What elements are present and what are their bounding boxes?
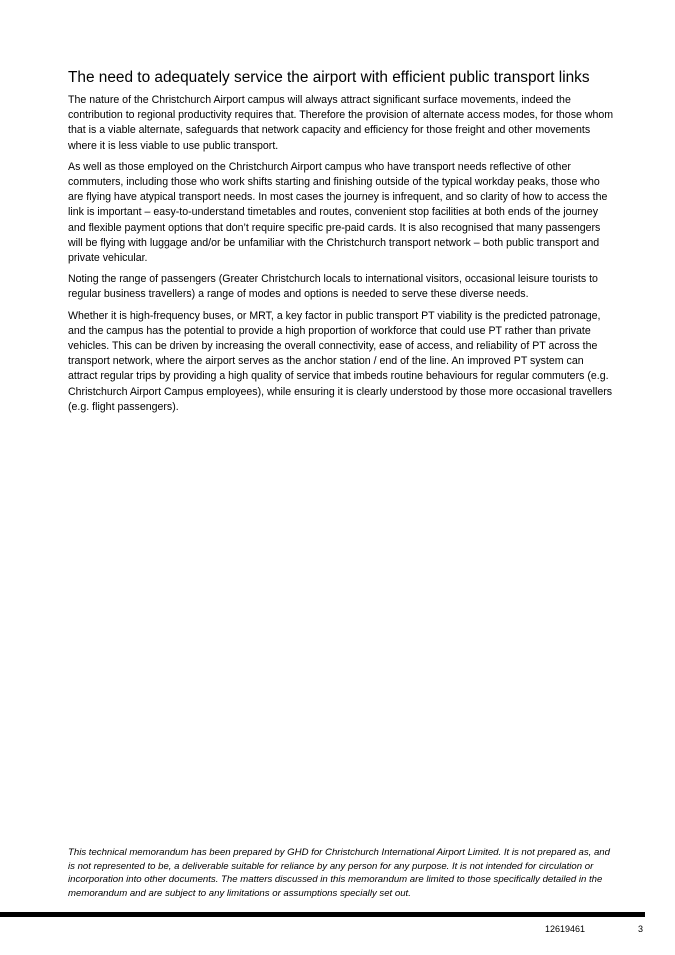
disclaimer-text: This technical memorandum has been prepared by GHD for Christchurch International Airport Limited. It is not prepared as, and is not represented to be, a deliverable suitable for reliance by any person for any purpose. It is not intended for circulation or incorporation into other documents. The matters discussed in this memorandum are limited to those specifically detailed in the memorandum and are subject to any limitations or assumptions specially set out. [68, 847, 610, 899]
section-heading: The need to adequately service the airport with efficient public transport links [68, 69, 590, 86]
page-number: 3 [638, 924, 644, 934]
document-number: 12619461 [545, 924, 586, 934]
paragraph-pt-viability: Whether it is high-frequency buses, or MRT, a key factor in public transport PT viability is the predicted patronage, and the campus has the potential to provide a high proportion of workforce that could use PT rather than private vehicles. This can be driven by increasing the overall connectivity, ease of access, and reliability of PT across the transport network, where the airport serves as the anchor station / end of the line. An improved PT system can attract regular trips by providing a high quality of service that imbeds routine behaviours for regular commuters (e.g. Christchurch Airport Campus employees), while ensuring it is clearly understood by those more occasional travellers (e.g. flight passengers). [68, 309, 613, 413]
paragraph-passenger-range: Noting the range of passengers (Greater Christchurch locals to international visitors, occasional leisure tourists to regular business travellers) a range of modes and options is needed to serve these diverse needs. [68, 273, 598, 301]
paragraph-transport-needs: As well as those employed on the Christchurch Airport campus who have transport needs reflective of other commuters, including those who work shifts starting and finishing outside of the typical workday peaks, those who are flying have atypical transport needs. In most cases the journey is infrequent, and so clarity of how to access the link is important – easy-to-understand timetables and routes, convenient stop facilities at both ends of the journey and flexible payment options that don’t require specific pre-paid cards. It is also recognised that many passengers will be flying with luggage and/or be unfamiliar with the Christchurch transport network – both public transport and private vehicular. [68, 160, 608, 265]
paragraph-surface-movements: The nature of the Christchurch Airport campus will always attract significant surface movements, indeed the contribution to regional productivity requires that. Therefore the provision of alternate access modes, for those whom that is a viable alternate, safeguards that network capacity and efficiency for those freight and other movements where it is less viable to use public transport. [68, 94, 614, 152]
memo-body [68, 68, 614, 421]
footer-rule [0, 912, 645, 917]
